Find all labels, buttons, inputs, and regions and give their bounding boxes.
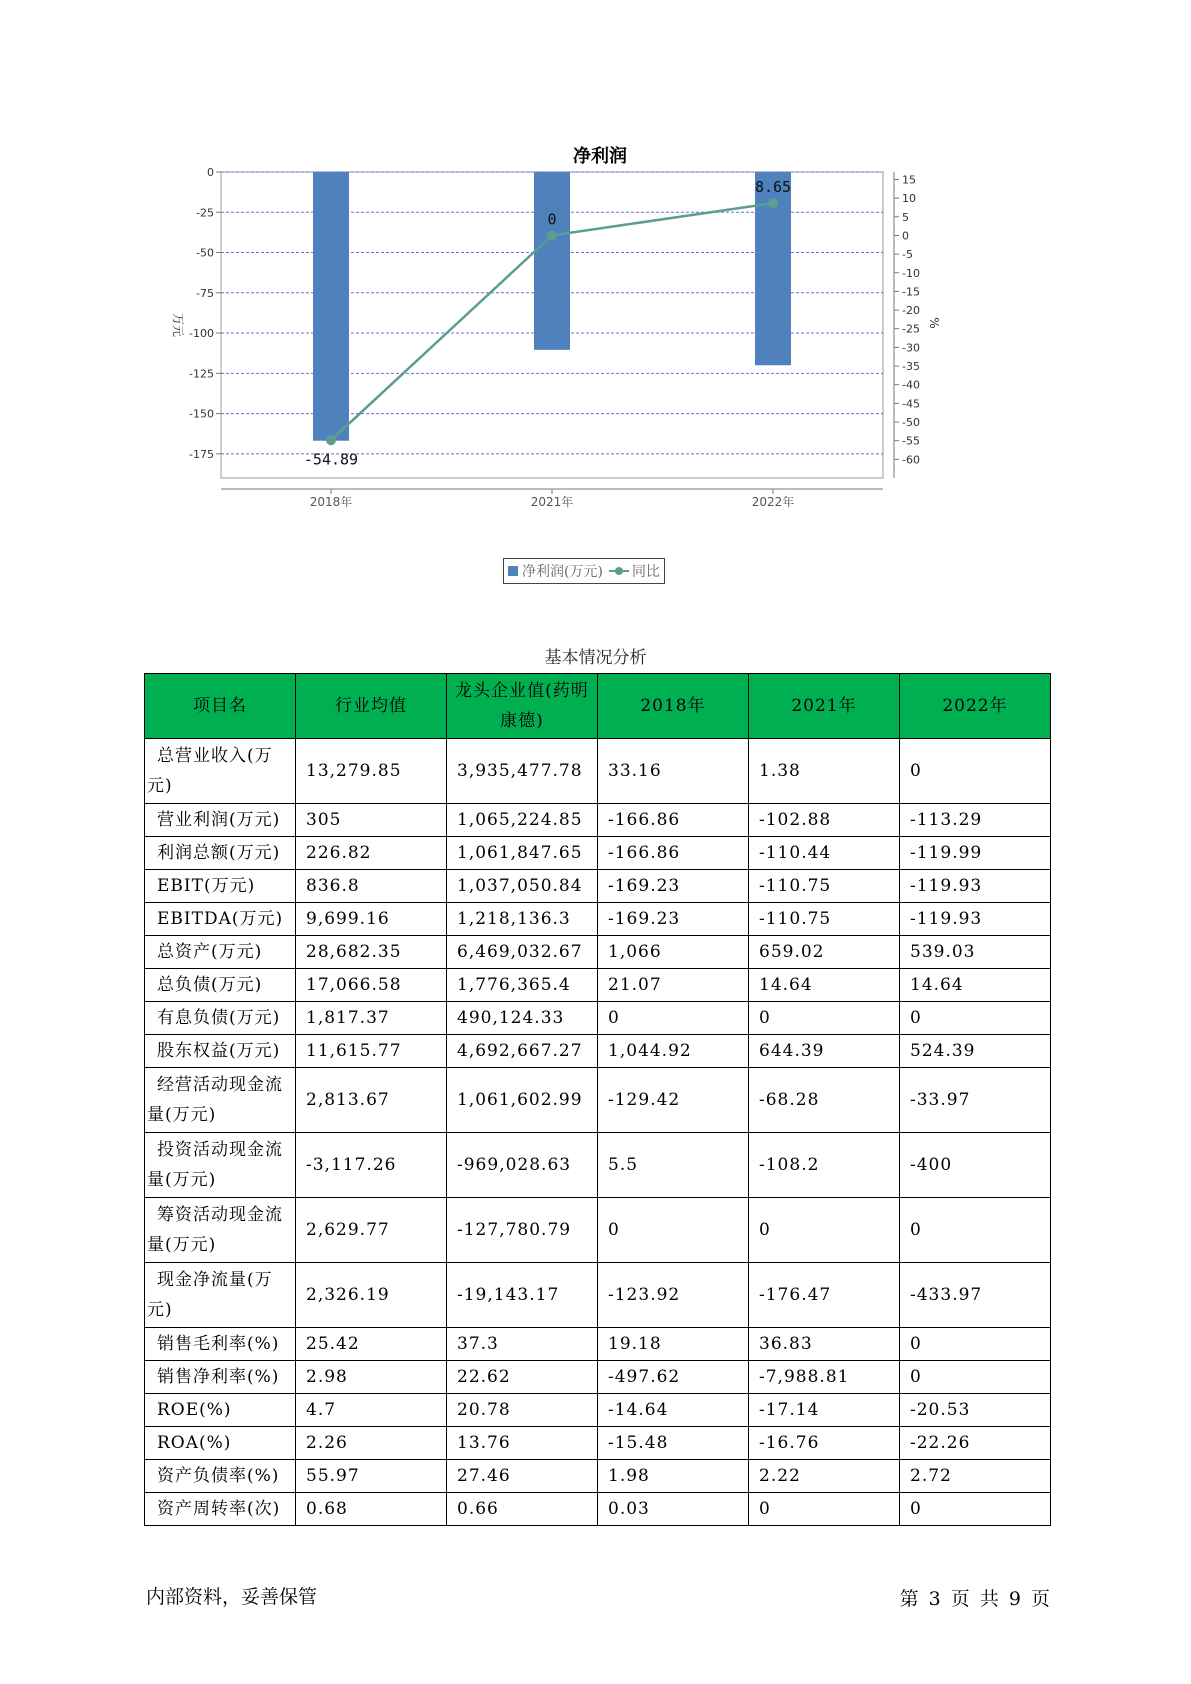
value-cell: 305 [296, 804, 447, 837]
value-cell: 0.68 [296, 1493, 447, 1526]
value-cell: -16.76 [749, 1427, 900, 1460]
value-cell: 0 [749, 1493, 900, 1526]
value-cell: 11,615.77 [296, 1035, 447, 1068]
value-cell: 0 [598, 1198, 749, 1263]
net-profit-chart [150, 130, 1050, 600]
row-label-cell: 利润总额(万元) [145, 837, 296, 870]
legend-bar-label: 净利润(万元) [522, 564, 603, 580]
data-label: -54.89 [303, 450, 359, 469]
value-cell: -119.93 [900, 903, 1051, 936]
value-cell: 836.8 [296, 870, 447, 903]
data-label: 8.65 [754, 178, 792, 197]
value-cell: -119.93 [900, 870, 1051, 903]
value-cell: 1,044.92 [598, 1035, 749, 1068]
y-right-tick-label: -5 [902, 248, 913, 262]
row-label-cell: 筹资活动现金流量(万元) [145, 1198, 296, 1263]
value-cell: -169.23 [598, 903, 749, 936]
left-axis-ticks [189, 166, 221, 461]
table-row [145, 1002, 1051, 1035]
y-right-tick-label: -30 [902, 341, 920, 355]
line-point [326, 435, 336, 445]
value-cell: -15.48 [598, 1427, 749, 1460]
y-right-tick-label: 10 [902, 192, 916, 206]
value-cell: -433.97 [900, 1263, 1051, 1328]
row-label-cell: 总负债(万元) [145, 969, 296, 1002]
value-cell: 13.76 [447, 1427, 598, 1460]
value-cell: 6,469,032.67 [447, 936, 598, 969]
table-row [145, 804, 1051, 837]
x-tick-label: 2021年 [530, 495, 574, 509]
value-cell: 490,124.33 [447, 1002, 598, 1035]
table-row [145, 837, 1051, 870]
value-cell: 644.39 [749, 1035, 900, 1068]
table-row [145, 870, 1051, 903]
column-header: 项目名 [145, 674, 296, 739]
value-cell: -123.92 [598, 1263, 749, 1328]
value-cell: 0 [900, 1198, 1051, 1263]
legend-line-label: 同比 [631, 564, 660, 580]
value-cell: 27.46 [447, 1460, 598, 1493]
y-right-tick-label: -10 [902, 266, 920, 280]
value-cell: 2.26 [296, 1427, 447, 1460]
column-header: 2018年 [598, 674, 749, 739]
value-cell: 13,279.85 [296, 739, 447, 804]
value-cell: -17.14 [749, 1394, 900, 1427]
footer-page-number: 第 3 页 共 9 页 [899, 1588, 1050, 1610]
value-cell: 55.97 [296, 1460, 447, 1493]
table-row [145, 969, 1051, 1002]
value-cell: -166.86 [598, 837, 749, 870]
table-row [145, 936, 1051, 969]
x-tick-label: 2018年 [309, 495, 353, 509]
value-cell: 2,813.67 [296, 1068, 447, 1133]
value-cell: 2.98 [296, 1361, 447, 1394]
y-tick-label: -50 [196, 246, 214, 260]
right-axis-ticks [894, 173, 920, 466]
value-cell: -102.88 [749, 804, 900, 837]
chart-legend [503, 558, 665, 584]
table-row [145, 1493, 1051, 1526]
row-label-cell: 股东权益(万元) [145, 1035, 296, 1068]
value-cell: -7,988.81 [749, 1361, 900, 1394]
value-cell: -127,780.79 [447, 1198, 598, 1263]
chart-title: 净利润 [573, 146, 627, 167]
value-cell: 0 [900, 739, 1051, 804]
value-cell: 1,037,050.84 [447, 870, 598, 903]
row-label-cell: 资产周转率(次) [145, 1493, 296, 1526]
column-header: 2022年 [900, 674, 1051, 739]
value-cell: 36.83 [749, 1328, 900, 1361]
y-tick-label: -125 [189, 367, 214, 381]
value-cell: -22.26 [900, 1427, 1051, 1460]
x-tick-label: 2022年 [751, 495, 795, 509]
table-row [145, 1035, 1051, 1068]
value-cell: 524.39 [900, 1035, 1051, 1068]
y-right-tick-label: 5 [902, 210, 909, 224]
table-row [145, 1133, 1051, 1198]
y-tick-label: -175 [189, 447, 214, 461]
row-label-cell: 资产负债率(%) [145, 1460, 296, 1493]
y-right-tick-label: 0 [902, 229, 909, 243]
table-row [145, 1361, 1051, 1394]
value-cell: 0 [900, 1328, 1051, 1361]
value-cell: 4.7 [296, 1394, 447, 1427]
value-cell: -119.99 [900, 837, 1051, 870]
value-cell: 21.07 [598, 969, 749, 1002]
y-right-tick-label: -50 [902, 416, 920, 430]
y-tick-label: -100 [189, 327, 214, 341]
row-label-cell: 现金净流量(万元) [145, 1263, 296, 1328]
value-cell: 0.03 [598, 1493, 749, 1526]
value-cell: 1,066 [598, 936, 749, 969]
row-label-cell: 营业利润(万元) [145, 804, 296, 837]
value-cell: 539.03 [900, 936, 1051, 969]
value-cell: -110.75 [749, 903, 900, 936]
row-label-cell: EBIT(万元) [145, 870, 296, 903]
y-tick-label: -75 [196, 286, 214, 300]
value-cell: -113.29 [900, 804, 1051, 837]
analysis-table [144, 673, 1051, 1526]
value-cell: 1,776,365.4 [447, 969, 598, 1002]
table-caption: 基本情况分析 [544, 648, 647, 668]
value-cell: 14.64 [900, 969, 1051, 1002]
y-tick-label: -150 [189, 407, 214, 421]
value-cell: -169.23 [598, 870, 749, 903]
right-axis-name: % [927, 317, 941, 329]
value-cell: 659.02 [749, 936, 900, 969]
value-cell: 1,817.37 [296, 1002, 447, 1035]
row-label-cell: 有息负债(万元) [145, 1002, 296, 1035]
value-cell: 226.82 [296, 837, 447, 870]
column-header: 2021年 [749, 674, 900, 739]
value-cell: 2.72 [900, 1460, 1051, 1493]
value-cell: 14.64 [749, 969, 900, 1002]
value-cell: 9,699.16 [296, 903, 447, 936]
value-cell: 0 [749, 1198, 900, 1263]
y-right-tick-label: -25 [902, 322, 920, 336]
value-cell: -33.97 [900, 1068, 1051, 1133]
value-cell: -129.42 [598, 1068, 749, 1133]
value-cell: 20.78 [447, 1394, 598, 1427]
value-cell: -19,143.17 [447, 1263, 598, 1328]
row-label-cell: 总营业收入(万元) [145, 739, 296, 804]
row-label-cell: 总资产(万元) [145, 936, 296, 969]
value-cell: 1,218,136.3 [447, 903, 598, 936]
table-row [145, 1394, 1051, 1427]
line-point [547, 230, 557, 240]
value-cell: -176.47 [749, 1263, 900, 1328]
left-axis-name: 万元 [171, 312, 185, 338]
value-cell: -400 [900, 1133, 1051, 1198]
value-cell: 1.38 [749, 739, 900, 804]
table-row [145, 903, 1051, 936]
row-label-cell: 销售毛利率(%) [145, 1328, 296, 1361]
bar [534, 172, 570, 350]
line-point [768, 198, 778, 208]
y-right-tick-label: -40 [902, 378, 920, 392]
table-row [145, 1328, 1051, 1361]
table-row [145, 739, 1051, 804]
value-cell: -68.28 [749, 1068, 900, 1133]
value-cell: -14.64 [598, 1394, 749, 1427]
value-cell: -497.62 [598, 1361, 749, 1394]
table-row [145, 1068, 1051, 1133]
value-cell: -110.75 [749, 870, 900, 903]
value-cell: 0.66 [447, 1493, 598, 1526]
y-right-tick-label: -45 [902, 397, 920, 411]
chart-plot [150, 130, 1050, 600]
value-cell: 1,061,847.65 [447, 837, 598, 870]
value-cell: 2,629.77 [296, 1198, 447, 1263]
y-right-tick-label: -15 [902, 285, 920, 299]
y-right-tick-label: -20 [902, 304, 920, 318]
footer-confidential-note: 内部资料，妥善保管 [146, 1586, 318, 1608]
table-header-row [145, 674, 1051, 739]
value-cell: -969,028.63 [447, 1133, 598, 1198]
value-cell: -108.2 [749, 1133, 900, 1198]
table-row [145, 1263, 1051, 1328]
value-cell: -166.86 [598, 804, 749, 837]
y-right-tick-label: -55 [902, 434, 920, 448]
column-header: 行业均值 [296, 674, 447, 739]
value-cell: 2.22 [749, 1460, 900, 1493]
bar [313, 172, 349, 441]
row-label-cell: EBITDA(万元) [145, 903, 296, 936]
value-cell: 0 [900, 1361, 1051, 1394]
y-right-tick-label: -60 [902, 453, 920, 467]
row-label-cell: 经营活动现金流量(万元) [145, 1068, 296, 1133]
value-cell: 25.42 [296, 1328, 447, 1361]
value-cell: 0 [900, 1493, 1051, 1526]
value-cell: 4,692,667.27 [447, 1035, 598, 1068]
y-right-tick-label: 15 [902, 173, 916, 187]
row-label-cell: ROE(%) [145, 1394, 296, 1427]
value-cell: 3,935,477.78 [447, 739, 598, 804]
y-tick-label: -25 [196, 206, 214, 220]
row-label-cell: 销售净利率(%) [145, 1361, 296, 1394]
value-cell: -3,117.26 [296, 1133, 447, 1198]
row-label-cell: 投资活动现金流量(万元) [145, 1133, 296, 1198]
value-cell: 2,326.19 [296, 1263, 447, 1328]
column-header: 龙头企业值(药明康德) [447, 674, 598, 739]
value-cell: 17,066.58 [296, 969, 447, 1002]
table-row [145, 1427, 1051, 1460]
value-cell: 0 [749, 1002, 900, 1035]
value-cell: 0 [900, 1002, 1051, 1035]
category-labels [310, 489, 795, 509]
value-cell: 0 [598, 1002, 749, 1035]
table-row [145, 1198, 1051, 1263]
value-cell: -20.53 [900, 1394, 1051, 1427]
legend-bar-swatch [508, 566, 518, 576]
value-cell: -110.44 [749, 837, 900, 870]
value-cell: 5.5 [598, 1133, 749, 1198]
data-label: 0 [547, 210, 557, 229]
y-tick-label: 0 [207, 166, 214, 179]
table-row [145, 1460, 1051, 1493]
y-right-tick-label: -35 [902, 360, 920, 374]
value-cell: 19.18 [598, 1328, 749, 1361]
value-cell: 1.98 [598, 1460, 749, 1493]
value-cell: 22.62 [447, 1361, 598, 1394]
value-cell: 1,061,602.99 [447, 1068, 598, 1133]
row-label-cell: ROA(%) [145, 1427, 296, 1460]
value-cell: 28,682.35 [296, 936, 447, 969]
value-cell: 33.16 [598, 739, 749, 804]
value-cell: 1,065,224.85 [447, 804, 598, 837]
legend-line-swatch [609, 566, 629, 576]
value-cell: 37.3 [447, 1328, 598, 1361]
